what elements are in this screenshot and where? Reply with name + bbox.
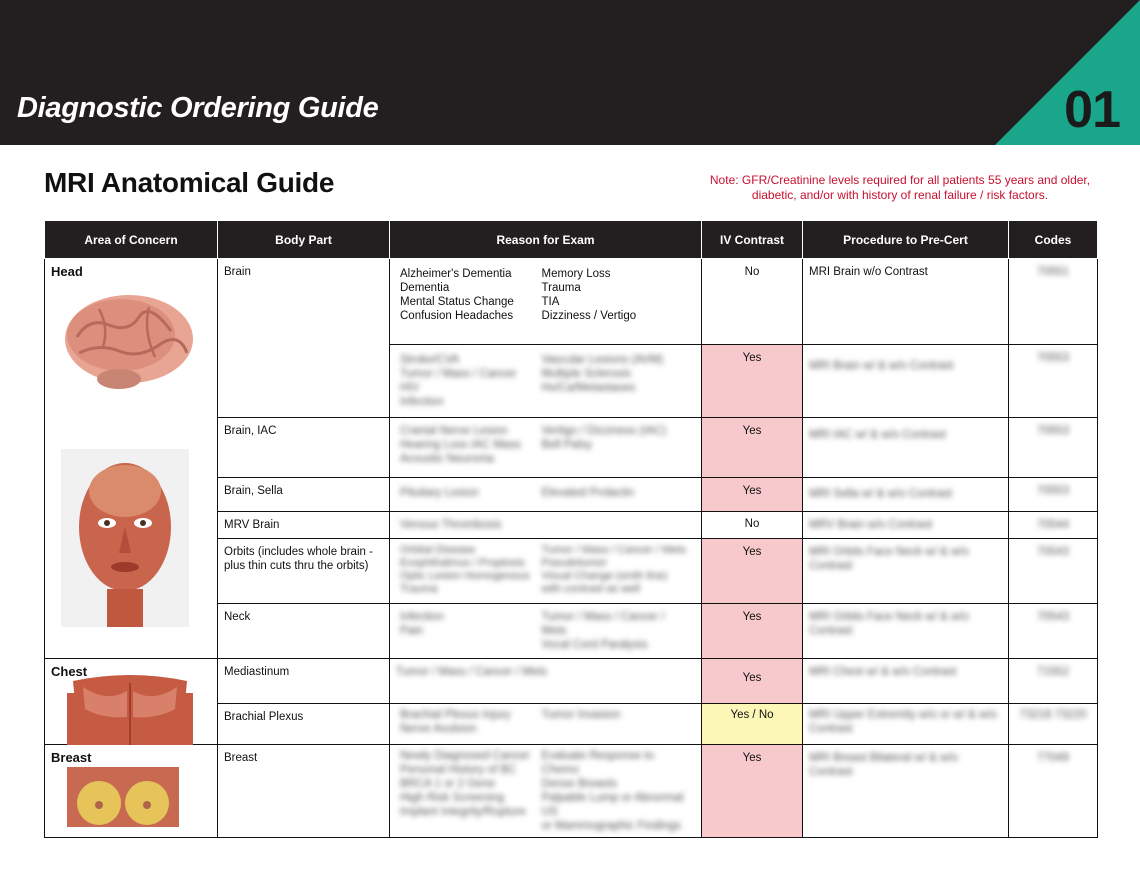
procedure-cell: MRV Brain w/o Contrast: [803, 512, 1009, 539]
reason-item: Tumor Invasion: [541, 709, 621, 721]
body-part-cell: Orbits (includes whole brain - plus thin cuts thru the orbits): [218, 539, 390, 604]
reason-item: Vertigo / Dizziness (IAC): [541, 425, 667, 437]
procedure-cell: MRI Breast Bilateral w/ & w/o Contrast: [803, 745, 1009, 838]
reason-item: Exophthalmus / Proptosis: [400, 557, 525, 569]
reason-cell: [390, 512, 702, 539]
reason-item: High Risk Screening: [400, 792, 505, 804]
reason-item: Infection: [400, 611, 444, 623]
contrast-cell: Yes: [702, 539, 803, 604]
body-part-cell: Brain: [218, 259, 390, 418]
code-cell: 71552: [1009, 659, 1098, 704]
code-cell: 70543: [1009, 604, 1098, 659]
body-part-cell: Brain, IAC: [218, 418, 390, 478]
reason-item: Memory Loss: [541, 268, 611, 280]
contrast-cell: Yes: [702, 604, 803, 659]
body-part-cell: MRV Brain: [218, 512, 390, 539]
reason-item: Tumor / Mass / Cancer / Mets: [541, 544, 686, 556]
column-header-area: Area of Concern: [45, 221, 218, 259]
reason-item: Venous Thrombosis: [400, 519, 502, 531]
reason-item: TIA: [541, 296, 560, 308]
procedure-cell: MRI Sella w/ & w/o Contrast: [803, 478, 1009, 512]
code-cell: 77049: [1009, 745, 1098, 838]
reason-item: Palpable Lump or Abnormal US: [541, 792, 684, 818]
area-head-cell: [45, 259, 218, 659]
reason-item: Dizziness / Vertigo: [541, 310, 637, 322]
reason-item: Bell Palsy: [541, 439, 593, 451]
reason-item: Tumor / Mass / Cancer / Mets: [541, 611, 665, 637]
procedure-cell: MRI Orbits Face Neck w/ & w/o Contrast: [803, 604, 1009, 659]
reason-item: with contrast as well: [541, 583, 640, 595]
reason-item: Nerve Avulsion: [400, 723, 477, 735]
reason-item: Stroke/CVA: [400, 354, 460, 366]
brain-image: [59, 287, 201, 399]
page-number: 01: [1064, 81, 1120, 139]
reason-item: Visual Change (smth line): [541, 570, 668, 582]
reason-item: Multiple Sclerosis: [541, 368, 631, 380]
contrast-cell: Yes: [702, 345, 803, 418]
column-header-codes: Codes: [1009, 221, 1098, 259]
table-row: [45, 259, 1098, 345]
reason-item: Tumor / Mass / Cancer / Mets: [396, 666, 548, 678]
reason-item: Orbital Disease: [400, 544, 476, 556]
section-title: MRI Anatomical Guide: [44, 167, 335, 198]
code-cell: 70553: [1009, 478, 1098, 512]
reason-item: BRCA 1 or 2 Gene: [400, 778, 496, 790]
column-header-procedure: Procedure to Pre-Cert: [803, 221, 1009, 259]
area-chest-cell: [45, 659, 218, 745]
reason-item: or Mammographic Findings: [541, 820, 681, 832]
reason-item: Hx/Ca/Metastases: [541, 382, 636, 394]
reason-cell: [390, 659, 702, 704]
reason-item: Mental Status Change: [400, 296, 514, 308]
code-cell: 70551: [1009, 259, 1098, 345]
reason-cell: [390, 704, 702, 745]
reason-item: Trauma: [541, 282, 581, 294]
body-part-cell: Brain, Sella: [218, 478, 390, 512]
reason-item: Alzheimer's Dementia: [400, 268, 512, 280]
reason-item: Vascular Lesions (AVM): [541, 354, 664, 366]
reason-item: Acoustic Neuroma: [400, 453, 494, 465]
area-label-chest: Chest: [51, 664, 88, 679]
contrast-cell: Yes: [702, 418, 803, 478]
reason-item: Infection: [400, 396, 444, 408]
area-label-breast: Breast: [51, 750, 92, 765]
table-header-row: [45, 221, 1098, 259]
reason-cell: [390, 418, 702, 478]
body-part-cell: Neck: [218, 604, 390, 659]
mri-guide-table: [44, 220, 1098, 838]
reason-item: Pituitary Lesion: [400, 487, 479, 499]
reason-item: Vocal Cord Paralysis: [541, 639, 648, 651]
reason-cell: [390, 259, 702, 345]
reason-item: HIV: [400, 382, 420, 394]
code-cell: 73218 73220: [1009, 704, 1098, 745]
code-cell: 70553: [1009, 345, 1098, 418]
code-cell: 70544: [1009, 512, 1098, 539]
face-muscles-image: [61, 449, 189, 627]
reason-item: Dense Breasts: [541, 778, 617, 790]
reason-cell: [390, 345, 702, 418]
body-part-cell: Mediastinum: [218, 659, 390, 704]
document-title: Diagnostic Ordering Guide: [17, 92, 379, 124]
reason-item: Newly Diagnosed Cancer: [400, 750, 530, 762]
procedure-cell: MRI IAC w/ & w/o Contrast: [803, 418, 1009, 478]
column-header-body-part: Body Part: [218, 221, 390, 259]
procedure-cell: MRI Brain w/ & w/o Contrast: [803, 345, 1009, 418]
procedure-cell: MRI Upper Extremity w/o or w/ & w/o Contrast: [803, 704, 1009, 745]
code-cell: 70553: [1009, 418, 1098, 478]
reason-item: Tumor / Mass / Cancer: [400, 368, 517, 380]
reason-cell: [390, 478, 702, 512]
reason-cell: [390, 745, 702, 838]
reason-item: Pain: [400, 625, 424, 637]
reason-item: Personal History of BC: [400, 764, 517, 776]
code-cell: 70543: [1009, 539, 1098, 604]
reason-item: Pseudotumor: [541, 557, 607, 569]
reason-cell: [390, 604, 702, 659]
chest-muscles-image: [67, 673, 193, 745]
area-breast-cell: [45, 745, 218, 838]
reason-item: Hearing Loss IAC Mass: [400, 439, 521, 451]
header-bar: [0, 0, 1140, 145]
contrast-cell: No: [702, 512, 803, 539]
procedure-cell: MRI Brain w/o Contrast: [803, 259, 1009, 345]
reason-item: Cranial Nerve Lesion: [400, 425, 508, 437]
reason-item: Implant Integrity/Rupture: [400, 806, 526, 818]
column-header-reason: Reason for Exam: [390, 221, 702, 259]
reason-item: Brachial Plexus Injury: [400, 709, 511, 721]
reason-item: Dementia: [400, 282, 450, 294]
contrast-cell: Yes: [702, 659, 803, 704]
reason-item: Trauma: [400, 583, 438, 595]
column-header-contrast: IV Contrast: [702, 221, 803, 259]
area-label-head: Head: [51, 264, 83, 279]
reason-item: Optic Lesion Homogenous: [400, 570, 530, 582]
reason-item: Evaluate Response to Chemo: [541, 750, 655, 776]
table-row: [45, 659, 1098, 704]
reason-item: Elevated Prolactin: [541, 487, 635, 499]
table-row: [45, 745, 1098, 838]
contrast-cell: Yes / No: [702, 704, 803, 745]
reason-cell: [390, 539, 702, 604]
breast-anatomy-image: [67, 767, 179, 827]
procedure-cell: MRI Chest w/ & w/o Contrast: [803, 659, 1009, 704]
procedure-cell: MRI Orbits Face Neck w/ & w/o Contrast: [803, 539, 1009, 604]
reason-item: Confusion Headaches: [400, 310, 514, 322]
body-part-cell: Breast: [218, 745, 390, 838]
contrast-cell: Yes: [702, 478, 803, 512]
contrast-cell: Yes: [702, 745, 803, 838]
contrast-cell: No: [702, 259, 803, 345]
gfr-note: Note: GFR/Creatinine levels required for all patients 55 years and older, diabetic, and/or with history of renal failure / risk factors.: [709, 173, 1091, 202]
body-part-cell: Brachial Plexus: [218, 704, 390, 745]
